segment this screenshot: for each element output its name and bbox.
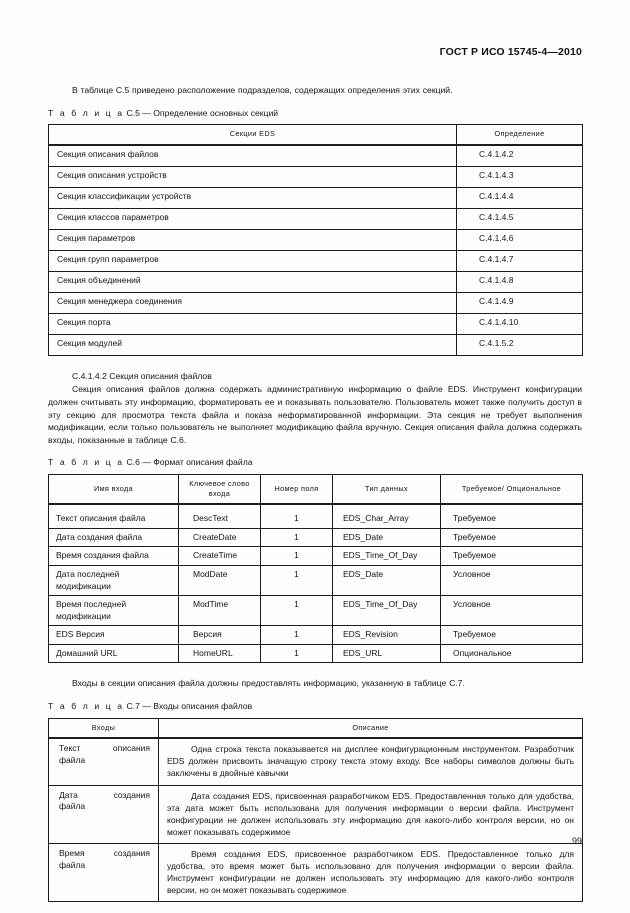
section-definition: С.4.1.4.9	[457, 292, 583, 313]
table-row	[49, 145, 583, 167]
section-name: Секция менеджера соединения	[49, 292, 457, 313]
entry-field-number: 1	[261, 626, 333, 645]
entry-requirement: Опциональное	[441, 644, 583, 663]
entry-field-number: 1	[261, 528, 333, 547]
table-c6-caption-label: Т а б л и ц а	[48, 457, 125, 468]
entry-data-type: EDS_Time_Of_Day	[333, 596, 441, 626]
table-c5-header-row	[49, 125, 583, 145]
table-c6-header-row	[49, 474, 583, 504]
entry-keyword: HomeURL	[179, 644, 261, 663]
entry-label-line1: Время создания	[59, 847, 150, 858]
entry-requirement: Требуемое	[441, 528, 583, 547]
table-row	[49, 644, 583, 663]
entry-name: Время последней модификации	[49, 596, 179, 626]
table-c6-caption-text: С.6 — Формат описания файла	[126, 457, 253, 468]
entry-data-type: EDS_Char_Array	[333, 504, 441, 528]
section-name: Секция групп параметров	[49, 250, 457, 271]
entry-name: Текст описания файла	[49, 504, 179, 528]
section-name: Секция описания файлов	[49, 145, 457, 167]
table-row	[49, 313, 583, 334]
table-row	[49, 528, 583, 547]
section-name: Секция классификации устройств	[49, 187, 457, 208]
table-c5-header-sections: Секции EDS	[49, 125, 457, 145]
entry-requirement: Условное	[441, 565, 583, 595]
table-row	[49, 187, 583, 208]
entry-requirement: Требуемое	[441, 547, 583, 566]
entry-label-line1: Дата создания	[59, 789, 150, 800]
section-definition: С.4.1.5.2	[457, 334, 583, 355]
table-row	[49, 843, 583, 901]
table-c5-body	[49, 145, 583, 356]
section-name: Секция объединений	[49, 271, 457, 292]
subclause-title: С.4.1.4.2 Секция описания файлов	[72, 370, 212, 381]
table-c6-body	[49, 504, 583, 663]
table-c7-caption-label: Т а б л и ц а	[48, 701, 125, 712]
entry-label-line2: файла	[59, 801, 86, 812]
table-c7-caption-text: С.7 — Входы описания файлов	[126, 701, 253, 712]
section-definition: С.4.1.4.2	[457, 145, 583, 167]
table-c6-header-required-optional: Требуемое/ Опциональное	[441, 474, 583, 504]
table-c5-caption-label: Т а б л и ц а	[48, 107, 125, 118]
table-row	[49, 229, 583, 250]
section-definition: С.4.1.4.5	[457, 208, 583, 229]
entry-requirement: Требуемое	[441, 504, 583, 528]
entry-keyword: ModTime	[179, 596, 261, 626]
entry-description: Одна строка текста показывается на дисплее конфигурационным инструментом. Разработчик EDS должен присвоить значащую строку текста этому входу. Все наборы символов должны быть заключены в двойные кавычки	[159, 738, 583, 785]
table-row	[49, 738, 583, 785]
table-row	[49, 565, 583, 595]
table-row	[49, 292, 583, 313]
table-row	[49, 250, 583, 271]
entry-field-number: 1	[261, 547, 333, 566]
entry-description: Дата создания EDS, присвоенная разработчиком EDS. Предоставленная только для удобства, эта дата может быть использована для получения информации о версии файла. Инструмент конфигурации не должен использовать эту информацию для какого-либо контроля версии, но он может показывать содержимое	[159, 785, 583, 843]
section-name: Секция порта	[49, 313, 457, 334]
table-row	[49, 596, 583, 626]
table-c7-body	[49, 738, 583, 902]
table-row	[49, 547, 583, 566]
entry-requirement: Требуемое	[441, 626, 583, 645]
table-c5-header-definition: Определение	[457, 125, 583, 145]
entry-name: Домашний URL	[49, 644, 179, 663]
table-c6-header-field-number: Номер поля	[261, 474, 333, 504]
entry-label-line1: Текст описания	[59, 743, 150, 754]
table-c5	[48, 124, 583, 356]
table-c7-caption	[48, 700, 582, 713]
entry-keyword: ModDate	[179, 565, 261, 595]
entry-keyword: CreateTime	[179, 547, 261, 566]
entry-keyword: Версия	[179, 626, 261, 645]
entry-field-number: 1	[261, 504, 333, 528]
section-name: Секция классов параметров	[49, 208, 457, 229]
page-content	[48, 46, 582, 913]
table-c7-header-description: Описание	[159, 718, 583, 738]
entry-data-type: EDS_Date	[333, 528, 441, 547]
section-definition: С.4.1.4.10	[457, 313, 583, 334]
intro-paragraph: В таблице С.5 приведено расположение подразделов, содержащих определения этих секций.	[72, 85, 453, 95]
section-name: Секция описания устройств	[49, 166, 457, 187]
entry-name: Время создания файла	[49, 547, 179, 566]
entry-field-number: 1	[261, 565, 333, 595]
section-definition: С.4.1.4.8	[457, 271, 583, 292]
entry-keyword: CreateDate	[179, 528, 261, 547]
table-c6-header-data-type: Тип данных	[333, 474, 441, 504]
entry-label	[49, 785, 159, 843]
entry-data-type: EDS_Time_Of_Day	[333, 547, 441, 566]
entry-data-type: EDS_Revision	[333, 626, 441, 645]
section-name: Секция модулей	[49, 334, 457, 355]
entry-name: EDS Версия	[49, 626, 179, 645]
entry-data-type: EDS_Date	[333, 565, 441, 595]
table-c5-caption-text: С.5 — Определение основных секций	[126, 107, 279, 118]
entry-name: Дата создания файла	[49, 528, 179, 547]
entry-description: Время создания EDS, присвоенное разработчиком EDS. Предоставленное только для удобства, это время может быть использовано для получения информации о версии файла. Инструмент конфигурации не должен использовать эту информацию для какого-либо контроля версии, но он может показывать содержимое	[159, 843, 583, 901]
table-c5-caption	[48, 107, 582, 120]
table-row	[49, 271, 583, 292]
entry-name: Дата последней модификации	[49, 565, 179, 595]
entry-field-number: 1	[261, 596, 333, 626]
entry-label-line2: файла	[59, 859, 86, 870]
table-c6-caption	[48, 456, 582, 469]
entry-requirement: Условное	[441, 596, 583, 626]
table-row	[49, 208, 583, 229]
table-row	[49, 626, 583, 645]
section-definition: С.4.1.4.7	[457, 250, 583, 271]
section-name: Секция параметров	[49, 229, 457, 250]
table-c7-header-entries: Входы	[49, 718, 159, 738]
entry-field-number: 1	[261, 644, 333, 663]
running-head: ГОСТ Р ИСО 15745-4—2010	[439, 46, 582, 58]
subclause-paragraph: Секция описания файлов должна содержать административную информацию о файле EDS. Инструмент конфигурации должен считывать эту информацию, форматировать ее и показывать пользователю. Пользователь может также получить доступ в эту секцию для просмотра текста файла и показа неформатированной информации. Эта секция не требует выполнения модификации, если только пользователь не выполняет модификацию файла вручную. Секция описания файла должна содержать входы, показанные в таблице С.6.	[48, 384, 582, 445]
section-definition: С.4.1.4.4	[457, 187, 583, 208]
section-definition: С.4.1.4.3	[457, 166, 583, 187]
table-row	[49, 785, 583, 843]
table-c7-header-row	[49, 718, 583, 738]
table-row	[49, 166, 583, 187]
table-c6-header-keyword: Ключевое слово входа	[179, 474, 261, 504]
table-c6-header-entry-name: Имя входа	[49, 474, 179, 504]
table-row	[49, 504, 583, 528]
table-c7	[48, 718, 583, 903]
entry-label	[49, 843, 159, 901]
table-row	[49, 334, 583, 355]
page-number: 99	[571, 836, 582, 846]
section-definition: С.4.1.4.6	[457, 229, 583, 250]
mid-paragraph: Входы в секции описания файла должны предоставлять информацию, указанную в таблице С.7.	[72, 678, 465, 689]
entry-label-line2: файла	[59, 754, 86, 765]
entry-keyword: DescText	[179, 504, 261, 528]
entry-data-type: EDS_URL	[333, 644, 441, 663]
entry-label	[49, 738, 159, 785]
table-c6	[48, 474, 583, 664]
